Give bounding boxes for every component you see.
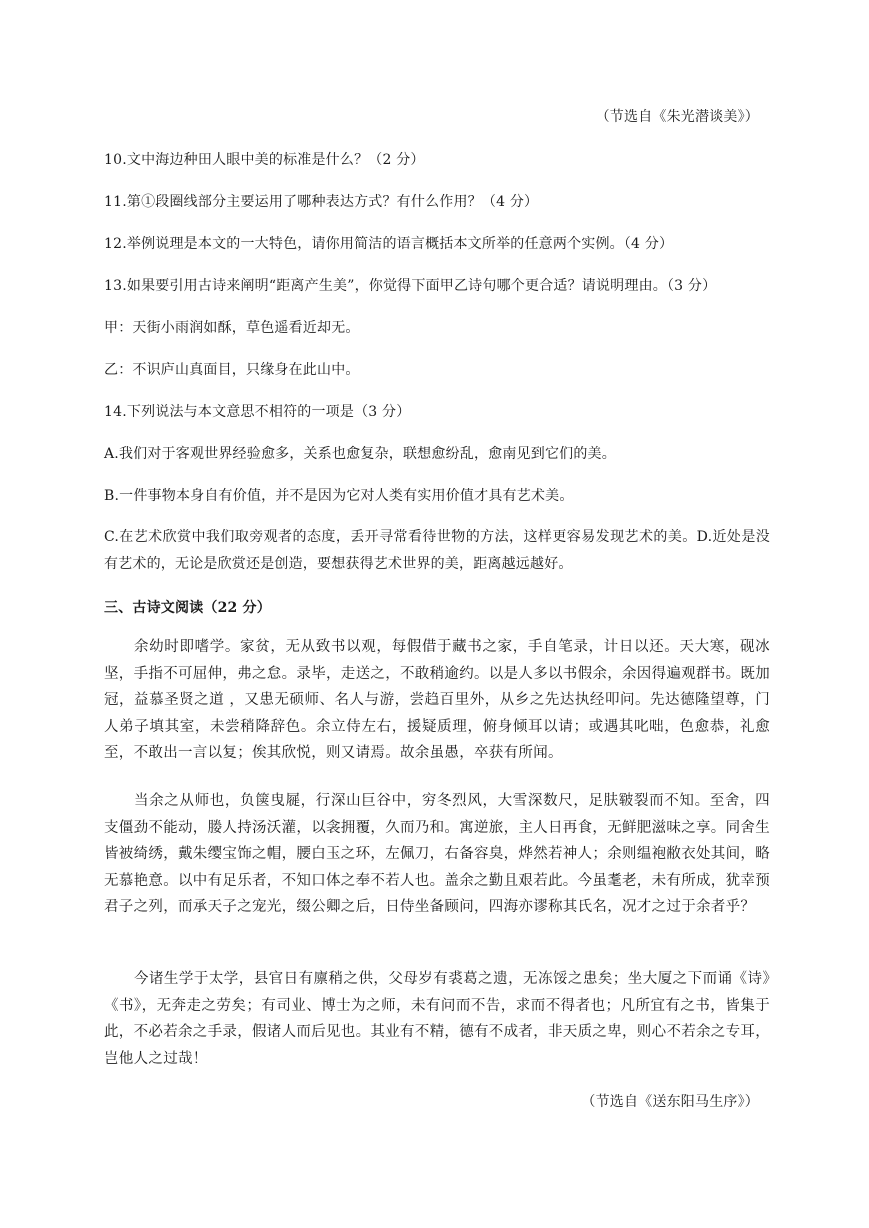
section-heading: 三、古诗文阅读（22 分） (104, 600, 271, 616)
classical-paragraph-2: 当余之从师也，负箧曳屣，行深山巨谷中，穷冬烈风，大雪深数尺，足肤皲裂而不知。至舍，四支僵劲不能动，媵人持汤沃灌，以衾拥覆，久而乃和。寓逆旅，主人日再食，无鲜肥滋味之享。同舍生皆被绮绣，戴朱缨宝饰之帽，腰白玉之环，左佩刀，右备容臭，烨然若神人；余则缊袍敝衣处其间，略无慕艳意。以中有足乐者，不知口体之奉不若人也。盖余之勤且艰若此。今虽耄老，未有所成，犹幸预君子之列，而承天子之宠光，缀公卿之后，日侍坐备顾问，四海亦谬称其氏名，况才之过于余者乎？ (104, 793, 770, 915)
question-14: 14.下列说法与本文意思不相符的一项是（3 分） (104, 404, 411, 420)
option-c-d: C.在艺术欣赏中我们取旁观者的态度，丢开寻常看待世物的方法，这样更容易发现艺术的美。D.近处是没有艺术的，无论是欣赏还是创造，要想获得艺术世界的美，距离越远越好。 (104, 529, 770, 572)
option-a: A.我们对于客观世界经验愈多，关系也愈复杂，联想愈纷乱，愈南见到它们的美。 (104, 446, 616, 462)
classical-paragraph-1: 余幼时即嗜学。家贫，无从致书以观，每假借于藏书之家，手自笔录，计日以还。天大寒，砚冰坚，手指不可屈伸，弗之怠。录毕，走送之，不敢稍逾约。以是人多以书假余，余因得遍观群书。既加冠，益慕圣贤之道 ，又患无硕师、名人与游，尝趋百里外，从乡之先达执经叩问。先达德隆望尊，门人弟子填其室，未尝稍降辞色。余立侍左右，援疑质理，俯身倾耳以请；或遇其叱咄，色愈恭，礼愈至，不敢出一言以复；俟其欣悦，则又请焉。故余虽愚，卒获有所闻。 (104, 639, 770, 761)
option-b: B.一件事物本身自有价值，并不是因为它对人类有实用价值才具有艺术美。 (104, 488, 574, 504)
question-10: 10.文中海边种田人眼中美的标准是什么？（2 分） (104, 152, 425, 168)
question-11: 11.第①段圈线部分主要运用了哪种表达方式？有什么作用？（4 分） (104, 194, 539, 210)
source-note-2: （节选自《送东阳马生序》） (581, 1094, 759, 1110)
source-note-1: （节选自《朱光潜谈美》） (595, 109, 759, 125)
poem-yi: 乙：不识庐山真面目，只缘身在此山中。 (104, 362, 360, 378)
question-13: 13.如果要引用古诗来阐明“距离产生美”，你觉得下面甲乙诗句哪个更合适？请说明理由。（3 分） (104, 278, 717, 294)
question-12: 12.举例说理是本文的一大特色，请你用简洁的语言概括本文所举的任意两个实例。（4 分） (104, 236, 674, 252)
poem-jia: 甲：天街小雨润如酥，草色遥看近却无。 (104, 320, 360, 336)
classical-paragraph-3: 今诸生学于太学，县官日有廪稍之供，父母岁有裘葛之遗，无冻馁之患矣；坐大厦之下而诵《诗》《书》，无奔走之劳矣；有司业、博士为之师，未有问而不告，求而不得者也；凡所宜有之书，皆集于此，不必若余之手录，假诸人而后见也。其业有不精，德有不成者，非天质之卑，则心不若余之专耳，岂他人之过哉！ (104, 971, 770, 1067)
